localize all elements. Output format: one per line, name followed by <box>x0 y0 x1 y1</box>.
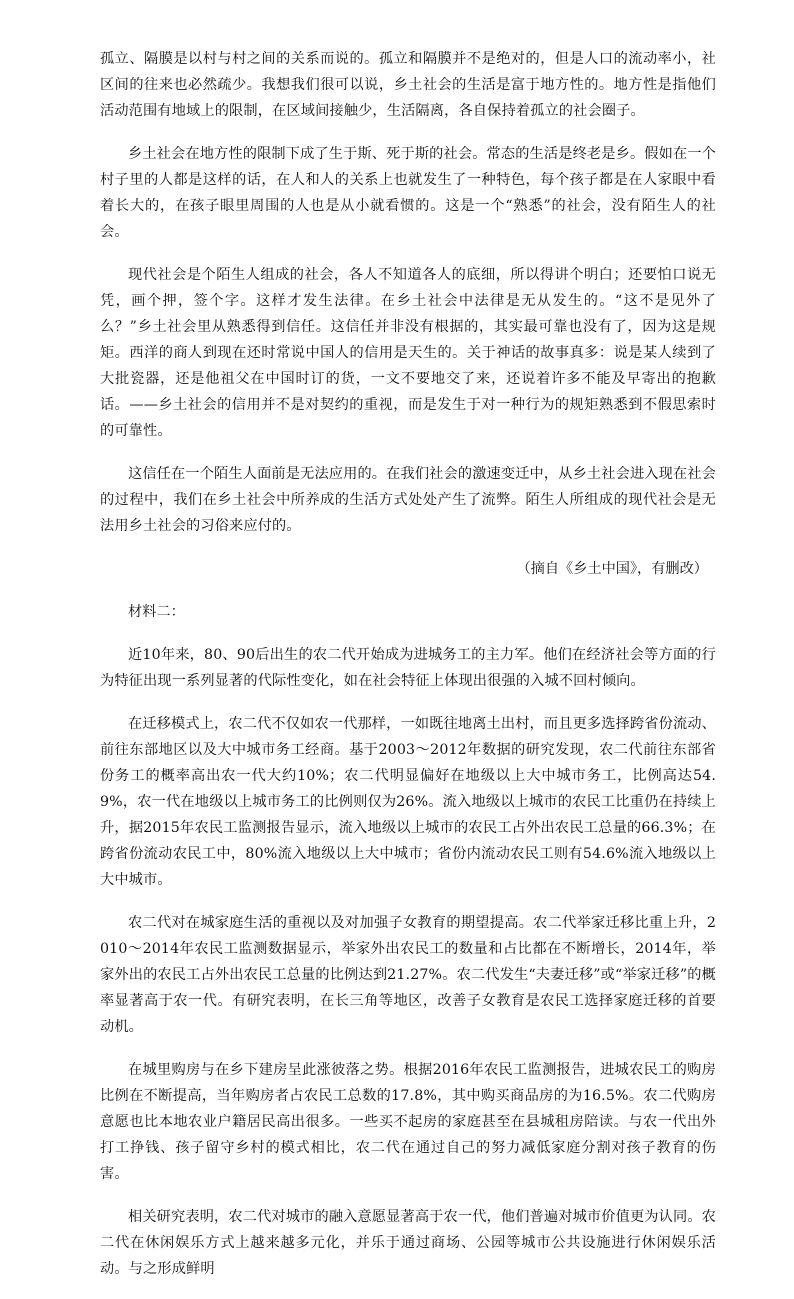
material2-paragraph-4: 在城里购房与在乡下建房呈此涨彼落之势。根据2016年农民工监测报告，进城农民工的购房比例在不断提高，当年购房者占农民工总数的17.8%，其中购买商品房的为16.5%。农二代购房意愿也比本地农业户籍居民高出很多。一些买不起房的家庭甚至在县城租房陪读。与农一代出外打工挣钱、孩子留守乡村的模式相比，农二代在通过自己的努力减低家庭分割对孩子教育的伤害。 <box>100 1062 716 1182</box>
material2-paragraph-1: 近10年来，80、90后出生的农二代开始成为进城务工的主力军。他们在经济社会等方面的行为特征出现一系列显著的代际性变化，如在社会特征上体现出很强的入城不回村倾向。 <box>100 647 716 689</box>
material2-paragraph-5: 相关研究表明，农二代对城市的融入意愿显著高于农一代，他们普遍对城市价值更为认同。农二代在休闲娱乐方式上越来越多元化，并乐于通过商场、公园等城市公共设施进行休闲娱乐活动。与之形成鲜明 <box>100 1209 716 1277</box>
material2-paragraph-3: 农二代对在城家庭生活的重视以及对加强子女教育的期望提高。农二代举家迁移比重上升，2010～2014年农民工监测数据显示，举家外出农民工的数量和占比都在不断增长，2014年，举家外出的农民工占外出农民工总量的比例达到21.27%。农二代发生“夫妻迁移”或“举家迁移”的概率显著高于农一代。有研究表明，在长三角等地区，改善子女教育是农民工选择家庭迁移的首要动机。 <box>100 915 716 1035</box>
material1-source-citation: （摘自《乡土中国》，有删改） <box>516 561 708 577</box>
material1-paragraph-2: 乡土社会在地方性的限制下成了生于斯、死于斯的社会。常态的生活是终老是乡。假如在一个村子里的人都是这样的话，在人和人的关系上也就发生了一种特色，每个孩子都是在人家眼中看着长大的，在孩子眼里周围的人也是从小就看惯的。这是一个“熟悉”的社会，没有陌生人的社会。 <box>100 146 716 240</box>
document-page <box>100 46 716 1299</box>
material1-paragraph-3: 现代社会是个陌生人组成的社会，各人不知道各人的底细，所以得讲个明白；还要怕口说无凭，画个押，签个字。这样才发生法律。在乡土社会中法律是无从发生的。“这不是见外了么？”乡土社会里从熟悉得到信任。这信任并非没有根据的，其实最可靠也没有了，因为这是规矩。西洋的商人到现在还时常说中国人的信用是天生的。关于神话的故事真多：说是某人续到了大批瓷器，还是他祖父在中国时订的货，一文不要地交了来，还说着许多不能及早寄出的抱歉话。——乡土社会的信用并不是对契约的重视，而是发生于对一种行为的规矩熟悉到不假思索时的可靠性。 <box>100 267 716 439</box>
material1-paragraph-4: 这信任在一个陌生人面前是无法应用的。在我们社会的激速变迁中，从乡土社会进入现在社会的过程中，我们在乡土社会中所养成的生活方式处处产生了流弊。陌生人所组成的现代社会是无法用乡土社会的习俗来应付的。 <box>100 466 716 534</box>
material1-paragraph-1: 孤立、隔膜是以村与村之间的关系而说的。孤立和隔膜并不是绝对的，但是人口的流动率小，社区间的往来也必然疏少。我想我们很可以说，乡土社会的生活是富于地方性的。地方性是指他们活动范围有地域上的限制，在区域间接触少，生活隔离，各自保持着孤立的社会圈子。 <box>100 51 716 119</box>
material2-heading: 材料二： <box>128 604 185 620</box>
material2-paragraph-2: 在迁移模式上，农二代不仅如农一代那样，一如既往地离土出村，而且更多选择跨省份流动、前往东部地区以及大中城市务工经商。基于2003～2012年数据的研究发现，农二代前往东部省份务工的概率高出农一代大约10%；农二代明显偏好在地级以上大中城市务工，比例高达54.9%，农一代在地级以上城市务工的比例则仅为26%。流入地级以上城市的农民工比重仍在持续上升，据2015年农民工监测报告显示，流入地级以上城市的农民工占外出农民工总量的66.3%；在跨省份流动农民工中，80%流入地级以上大中城市；省份内流动农民工则有54.6%流入地级以上大中城市。 <box>100 716 716 888</box>
